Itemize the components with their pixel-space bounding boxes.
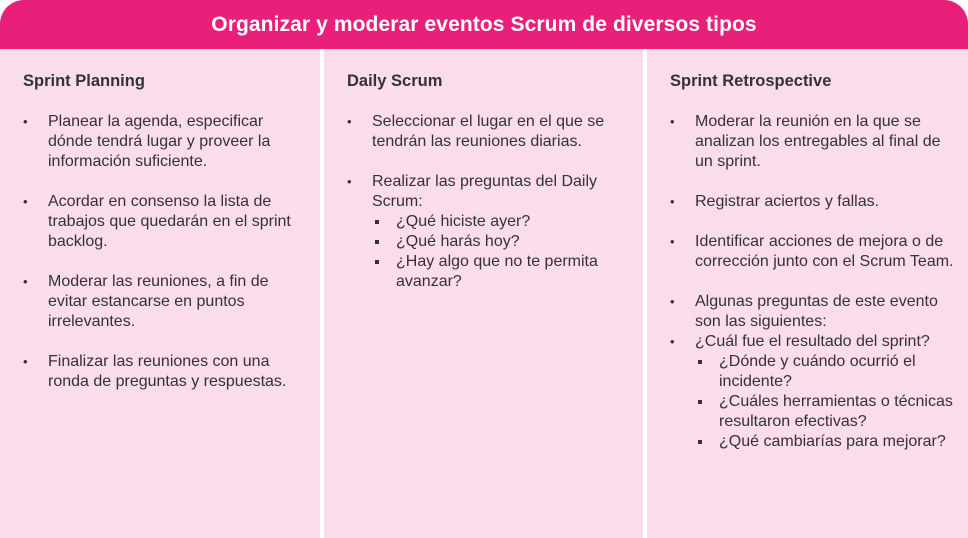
bullet-list <box>23 112 306 392</box>
list-item-text: Realizar las preguntas del Daily Scrum: <box>372 173 597 210</box>
sub-list-item: ¿Cuáles herramientas o técnicas resultaron efectivas? <box>695 392 954 432</box>
list-item: • Planear la agenda, especificar dónde tendrá lugar y proveer la información suficiente. <box>23 112 306 172</box>
column-title: Daily Scrum <box>347 72 443 90</box>
list-item-text: ¿Cuál fue el resultado del sprint? <box>695 333 930 350</box>
list-item <box>670 332 954 452</box>
list-item: • Algunas preguntas de este evento son las siguientes: <box>670 292 954 332</box>
list-item <box>347 172 629 292</box>
sub-bullet-list <box>695 352 954 452</box>
page-title: Organizar y moderar eventos Scrum de diversos tipos <box>211 12 757 36</box>
sub-list-item: ¿Qué cambiarías para mejorar? <box>695 432 954 452</box>
bullet-list <box>670 112 954 452</box>
column-title: Sprint Retrospective <box>670 72 832 90</box>
list-item: • Finalizar las reuniones con una ronda de preguntas y respuestas. <box>23 352 306 392</box>
bullet-list <box>347 112 629 292</box>
column-daily-scrum <box>324 49 643 538</box>
column-sprint-planning <box>0 49 320 538</box>
column-title: Sprint Planning <box>23 72 145 90</box>
sub-bullet-list <box>372 212 629 292</box>
sub-list-item: ¿Dónde y cuándo ocurrió el incidente? <box>695 352 954 392</box>
list-item: • Acordar en consenso la lista de trabajos que quedarán en el sprint backlog. <box>23 192 306 252</box>
list-item: • Seleccionar el lugar en el que se tendrán las reuniones diarias. <box>347 112 629 152</box>
list-item: • Identificar acciones de mejora o de corrección junto con el Scrum Team. <box>670 232 954 272</box>
columns-container <box>0 49 968 538</box>
list-item: • Registrar aciertos y fallas. <box>670 192 954 212</box>
list-item: • Moderar la reunión en la que se analizan los entregables al final de un sprint. <box>670 112 954 172</box>
list-item: • Moderar las reuniones, a fin de evitar estancarse en puntos irrelevantes. <box>23 272 306 332</box>
sub-list-item: ¿Hay algo que no te permita avanzar? <box>372 252 629 292</box>
column-sprint-retrospective <box>647 49 968 538</box>
sub-list-item: ¿Qué hiciste ayer? <box>372 212 629 232</box>
sub-list-item: ¿Qué harás hoy? <box>372 232 629 252</box>
header-bar <box>0 0 968 49</box>
